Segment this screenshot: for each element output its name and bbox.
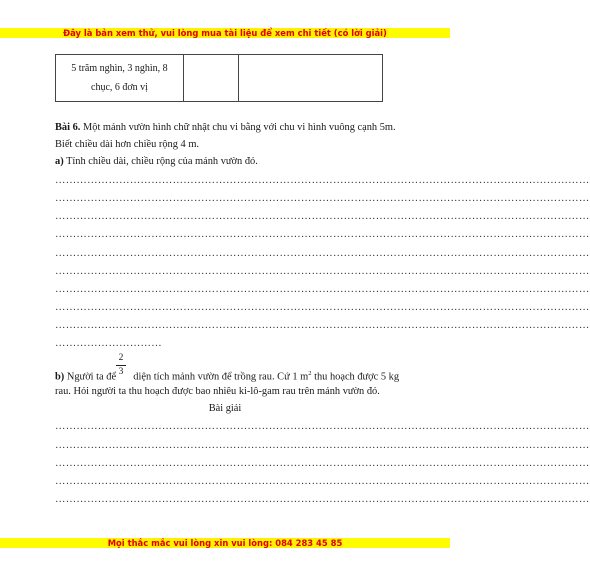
answer-line[interactable]: ……………………………………………………………………………………………………………………………………	[55, 211, 590, 222]
part-a	[55, 154, 258, 170]
part-b-text-pre: Người ta để	[66, 371, 117, 383]
table-cell-empty	[184, 55, 239, 102]
preview-banner	[0, 28, 450, 38]
problem-statement	[55, 120, 396, 136]
answer-line[interactable]: ……………………………………………………………………………………………………………………………………	[55, 229, 590, 240]
table-cell-empty	[239, 55, 383, 102]
part-b-line-2: rau. Hỏi người ta thu hoạch được bao nhiêu ki-lô-gam rau trên mảnh vườn đó.	[55, 386, 380, 397]
cell-line-2: chục, 6 đơn vị	[91, 82, 148, 93]
part-b	[55, 366, 399, 385]
superscript: 2	[308, 370, 312, 377]
table-cell-description	[56, 55, 184, 102]
cell-line-1: 5 trăm nghìn, 3 nghìn, 8	[71, 63, 168, 74]
preview-banner-text: Đây là bản xem thử, vui lòng mua tài liệu để xem chi tiết (có lời giải)	[63, 28, 387, 38]
part-b-label: b)	[55, 371, 65, 383]
answer-line-short[interactable]: …………………………	[55, 338, 162, 349]
part-a-label: a)	[55, 156, 64, 167]
answer-line[interactable]: ……………………………………………………………………………………………………………………………………	[55, 320, 590, 331]
problem-number: Bài 6.	[55, 122, 81, 133]
contact-banner-text: Mọi thắc mắc vui lòng xin vui lòng: 084 283 45 85	[107, 538, 343, 548]
answer-line[interactable]: ……………………………………………………………………………………………………………………………………	[55, 421, 590, 432]
answer-line[interactable]: ……………………………………………………………………………………………………………………………………	[55, 440, 590, 451]
answer-line[interactable]: ……………………………………………………………………………………………………………………………………	[55, 494, 590, 505]
part-a-text: Tính chiều dài, chiều rộng của mảnh vườn đó.	[66, 156, 258, 167]
answer-line[interactable]: ……………………………………………………………………………………………………………………………………	[55, 193, 590, 204]
answer-line[interactable]: ……………………………………………………………………………………………………………………………………	[55, 476, 590, 487]
answer-line[interactable]: ……………………………………………………………………………………………………………………………………	[55, 175, 590, 186]
answer-table	[55, 54, 383, 102]
solution-heading: Bài giải	[208, 403, 242, 414]
fraction-numerator: 2	[116, 352, 126, 366]
answer-line[interactable]: ……………………………………………………………………………………………………………………………………	[55, 302, 590, 313]
answer-line[interactable]: ……………………………………………………………………………………………………………………………………	[55, 248, 590, 259]
answer-line[interactable]: ……………………………………………………………………………………………………………………………………	[55, 284, 590, 295]
problem-line-1: Một mảnh vườn hình chữ nhật chu vi bằng với chu vi hình vuông cạnh 5m.	[83, 122, 396, 133]
contact-banner	[0, 538, 450, 548]
answer-line[interactable]: ……………………………………………………………………………………………………………………………………	[55, 458, 590, 469]
problem-line-2: Biết chiều dài hơn chiều rộng 4 m.	[55, 139, 200, 150]
part-b-text-end: thu hoạch được 5 kg	[314, 371, 400, 383]
answer-line[interactable]: ……………………………………………………………………………………………………………………………………	[55, 266, 590, 277]
part-b-text-mid: diện tích mảnh vườn để trồng rau. Cứ 1 m	[133, 371, 309, 383]
table-row	[56, 55, 383, 102]
fraction-denominator: 3	[118, 367, 124, 377]
